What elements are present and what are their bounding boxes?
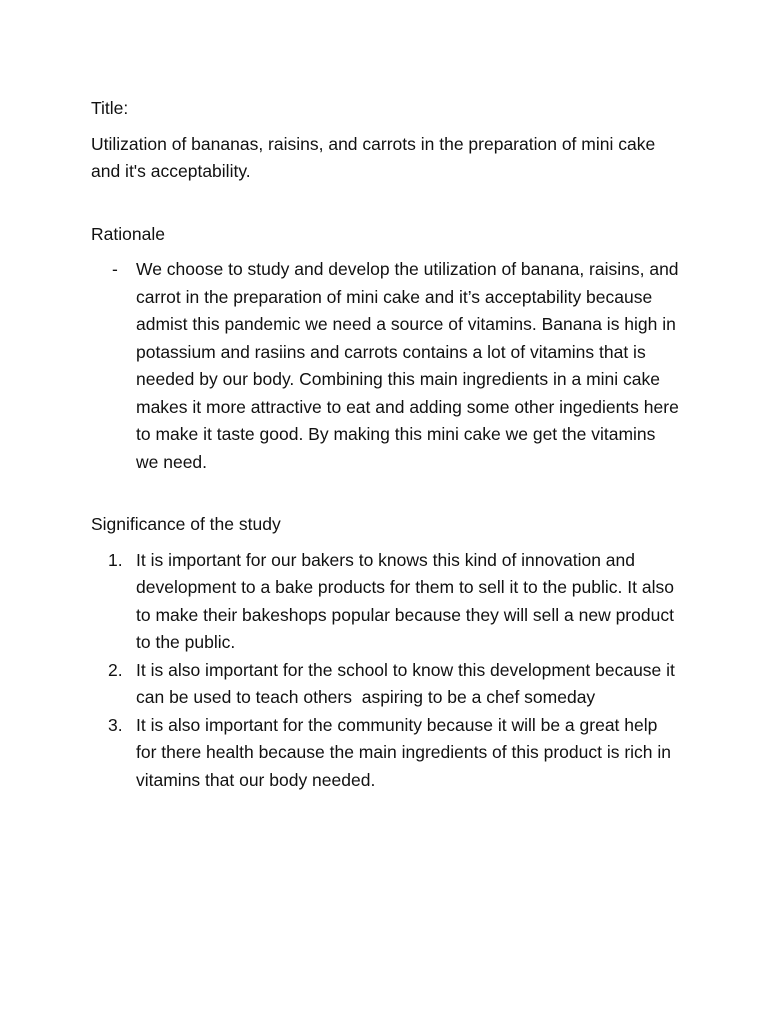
list-number: 1. xyxy=(108,549,123,570)
significance-list xyxy=(91,547,681,795)
rationale-heading: Rationale xyxy=(91,223,165,244)
rationale-item xyxy=(91,256,684,476)
document-content xyxy=(91,95,684,794)
significance-item xyxy=(91,547,681,657)
significance-item xyxy=(91,657,681,712)
title-heading: Title: xyxy=(91,98,129,118)
significance-item-text: It is also important for the community because it will be a great help for there health because the main ingredients of this product is rich in vitamins that our body needed. xyxy=(136,714,676,790)
dash-bullet: - xyxy=(112,259,118,279)
significance-item xyxy=(91,712,681,795)
rationale-item-text: We choose to study and develop the utilization of banana, raisins, and carrot in the preparation of mini cake and it’s acceptability because admist this pandemic we need a source of vitamins. Banana is high in potassium and rasiins and carrots contains a lot of vitamins that is needed by our body. Combining this main ingredients in a mini cake makes it more attractive to eat and adding some other ingedients here to make it taste good. By making this mini cake we get the vitamins we need. xyxy=(136,259,684,472)
list-number: 2. xyxy=(108,659,123,680)
significance-section xyxy=(91,511,681,794)
significance-item-text: It is also important for the school to know this development because it can be used to teach others aspiring to be a chef someday xyxy=(136,659,680,707)
list-number: 3. xyxy=(108,714,123,735)
title-section xyxy=(91,95,681,186)
rationale-section xyxy=(91,221,684,477)
title-text: Utilization of bananas, raisins, and carrots in the preparation of mini cake and it's acceptability. xyxy=(91,133,656,181)
significance-item-text: It is important for our bakers to knows this kind of innovation and development to a bake products for them to sell it to the public. It also to make their bakeshops popular because they will sell a new product to the public. xyxy=(136,549,679,652)
rationale-list xyxy=(91,256,684,476)
significance-heading: Significance of the study xyxy=(91,514,281,534)
